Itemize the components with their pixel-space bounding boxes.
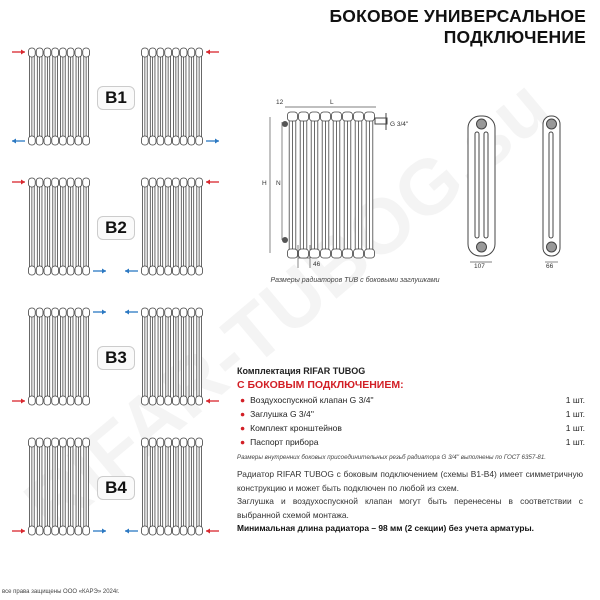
- side-plug: [375, 118, 387, 124]
- bullet-icon: ●: [240, 409, 246, 419]
- supply-arrow-icon: [206, 529, 219, 534]
- dim-107: 107: [474, 263, 485, 270]
- kit-item-name: Паспорт прибора: [250, 437, 319, 447]
- kit-item-qty: 1 шт.: [565, 395, 585, 405]
- title-line-1: БОКОВОЕ УНИВЕРСАЛЬНОЕ: [329, 6, 586, 26]
- description-p3: Минимальная длина радиатора – 98 мм (2 секции) без учета арматуры.: [237, 523, 534, 533]
- description: [237, 468, 583, 536]
- kit-item: [237, 437, 585, 447]
- kit-item: [237, 409, 585, 419]
- plug-top: [282, 121, 288, 127]
- dim-66: 66: [546, 263, 554, 270]
- radiator-side-view-66: [543, 116, 560, 256]
- scheme-label-b4: B4: [97, 476, 135, 500]
- return-arrow-icon: [93, 310, 106, 315]
- radiator-side-view-107: [468, 116, 495, 256]
- dim-12: 12: [276, 99, 284, 106]
- kit-item-name: Воздухоспускной клапан G 3/4'': [250, 395, 374, 405]
- thread-label: G 3/4'': [390, 121, 409, 128]
- kit-subtitle: С БОКОВЫМ ПОДКЛЮЧЕНИЕМ:: [237, 379, 404, 391]
- dim-h: H: [262, 180, 267, 187]
- plug-bottom: [282, 237, 288, 243]
- copyright: все права защищены ООО «КАРЭ» 2024г.: [2, 589, 120, 595]
- kit-item-name: Комплект кронштейнов: [250, 423, 342, 433]
- radiator-left: [29, 438, 90, 535]
- kit-item: [237, 395, 585, 405]
- radiator-right: [142, 308, 203, 405]
- dim-46: 46: [313, 261, 321, 268]
- radiator-right: [142, 438, 203, 535]
- supply-arrow-icon: [206, 399, 219, 404]
- radiator-left: [29, 308, 90, 405]
- return-arrow-icon: [125, 310, 138, 315]
- thread-note: Размеры внутренних боковых присоединительных резьб радиатора G 3/4'' выполнены по ГОСТ 6357-81.: [237, 454, 546, 461]
- scheme-label-b2: B2: [97, 216, 135, 240]
- bullet-icon: ●: [240, 423, 246, 433]
- supply-arrow-icon: [12, 529, 25, 534]
- title-line-2: ПОДКЛЮЧЕНИЕ: [443, 27, 586, 47]
- drawing-caption: Размеры радиаторов TUB с боковыми заглушками: [270, 277, 440, 284]
- kit-item-qty: 1 шт.: [565, 409, 585, 419]
- dim-n: N: [276, 180, 281, 187]
- kit-item-qty: 1 шт.: [565, 423, 585, 433]
- scheme-label-b1: B1: [97, 86, 135, 110]
- bullet-icon: ●: [240, 395, 246, 405]
- return-arrow-icon: [125, 529, 138, 534]
- radiator-front-view: [282, 112, 387, 258]
- kit-section: [237, 366, 585, 461]
- scheme-label-b3: B3: [97, 346, 135, 370]
- kit-item-name: Заглушка G 3/4'': [250, 409, 314, 419]
- bullet-icon: ●: [240, 437, 246, 447]
- description-p1: Радиатор RIFAR TUBOG с боковым подключением (схемы В1-В4) имеет симметричную конструкцию и может быть подключен по любой из схем.: [237, 469, 583, 493]
- kit-item-qty: 1 шт.: [565, 437, 585, 447]
- radiator-front: [288, 112, 375, 258]
- kit-item: [237, 423, 585, 433]
- description-p2: Заглушка и воздухоспускной клапан могут быть перенесены в соответствии с выбранной схемой монтажа.: [237, 496, 583, 520]
- supply-arrow-icon: [12, 399, 25, 404]
- dim-l: L: [330, 99, 334, 106]
- kit-title: Комплектация RIFAR TUBOG: [237, 366, 366, 376]
- return-arrow-icon: [93, 529, 106, 534]
